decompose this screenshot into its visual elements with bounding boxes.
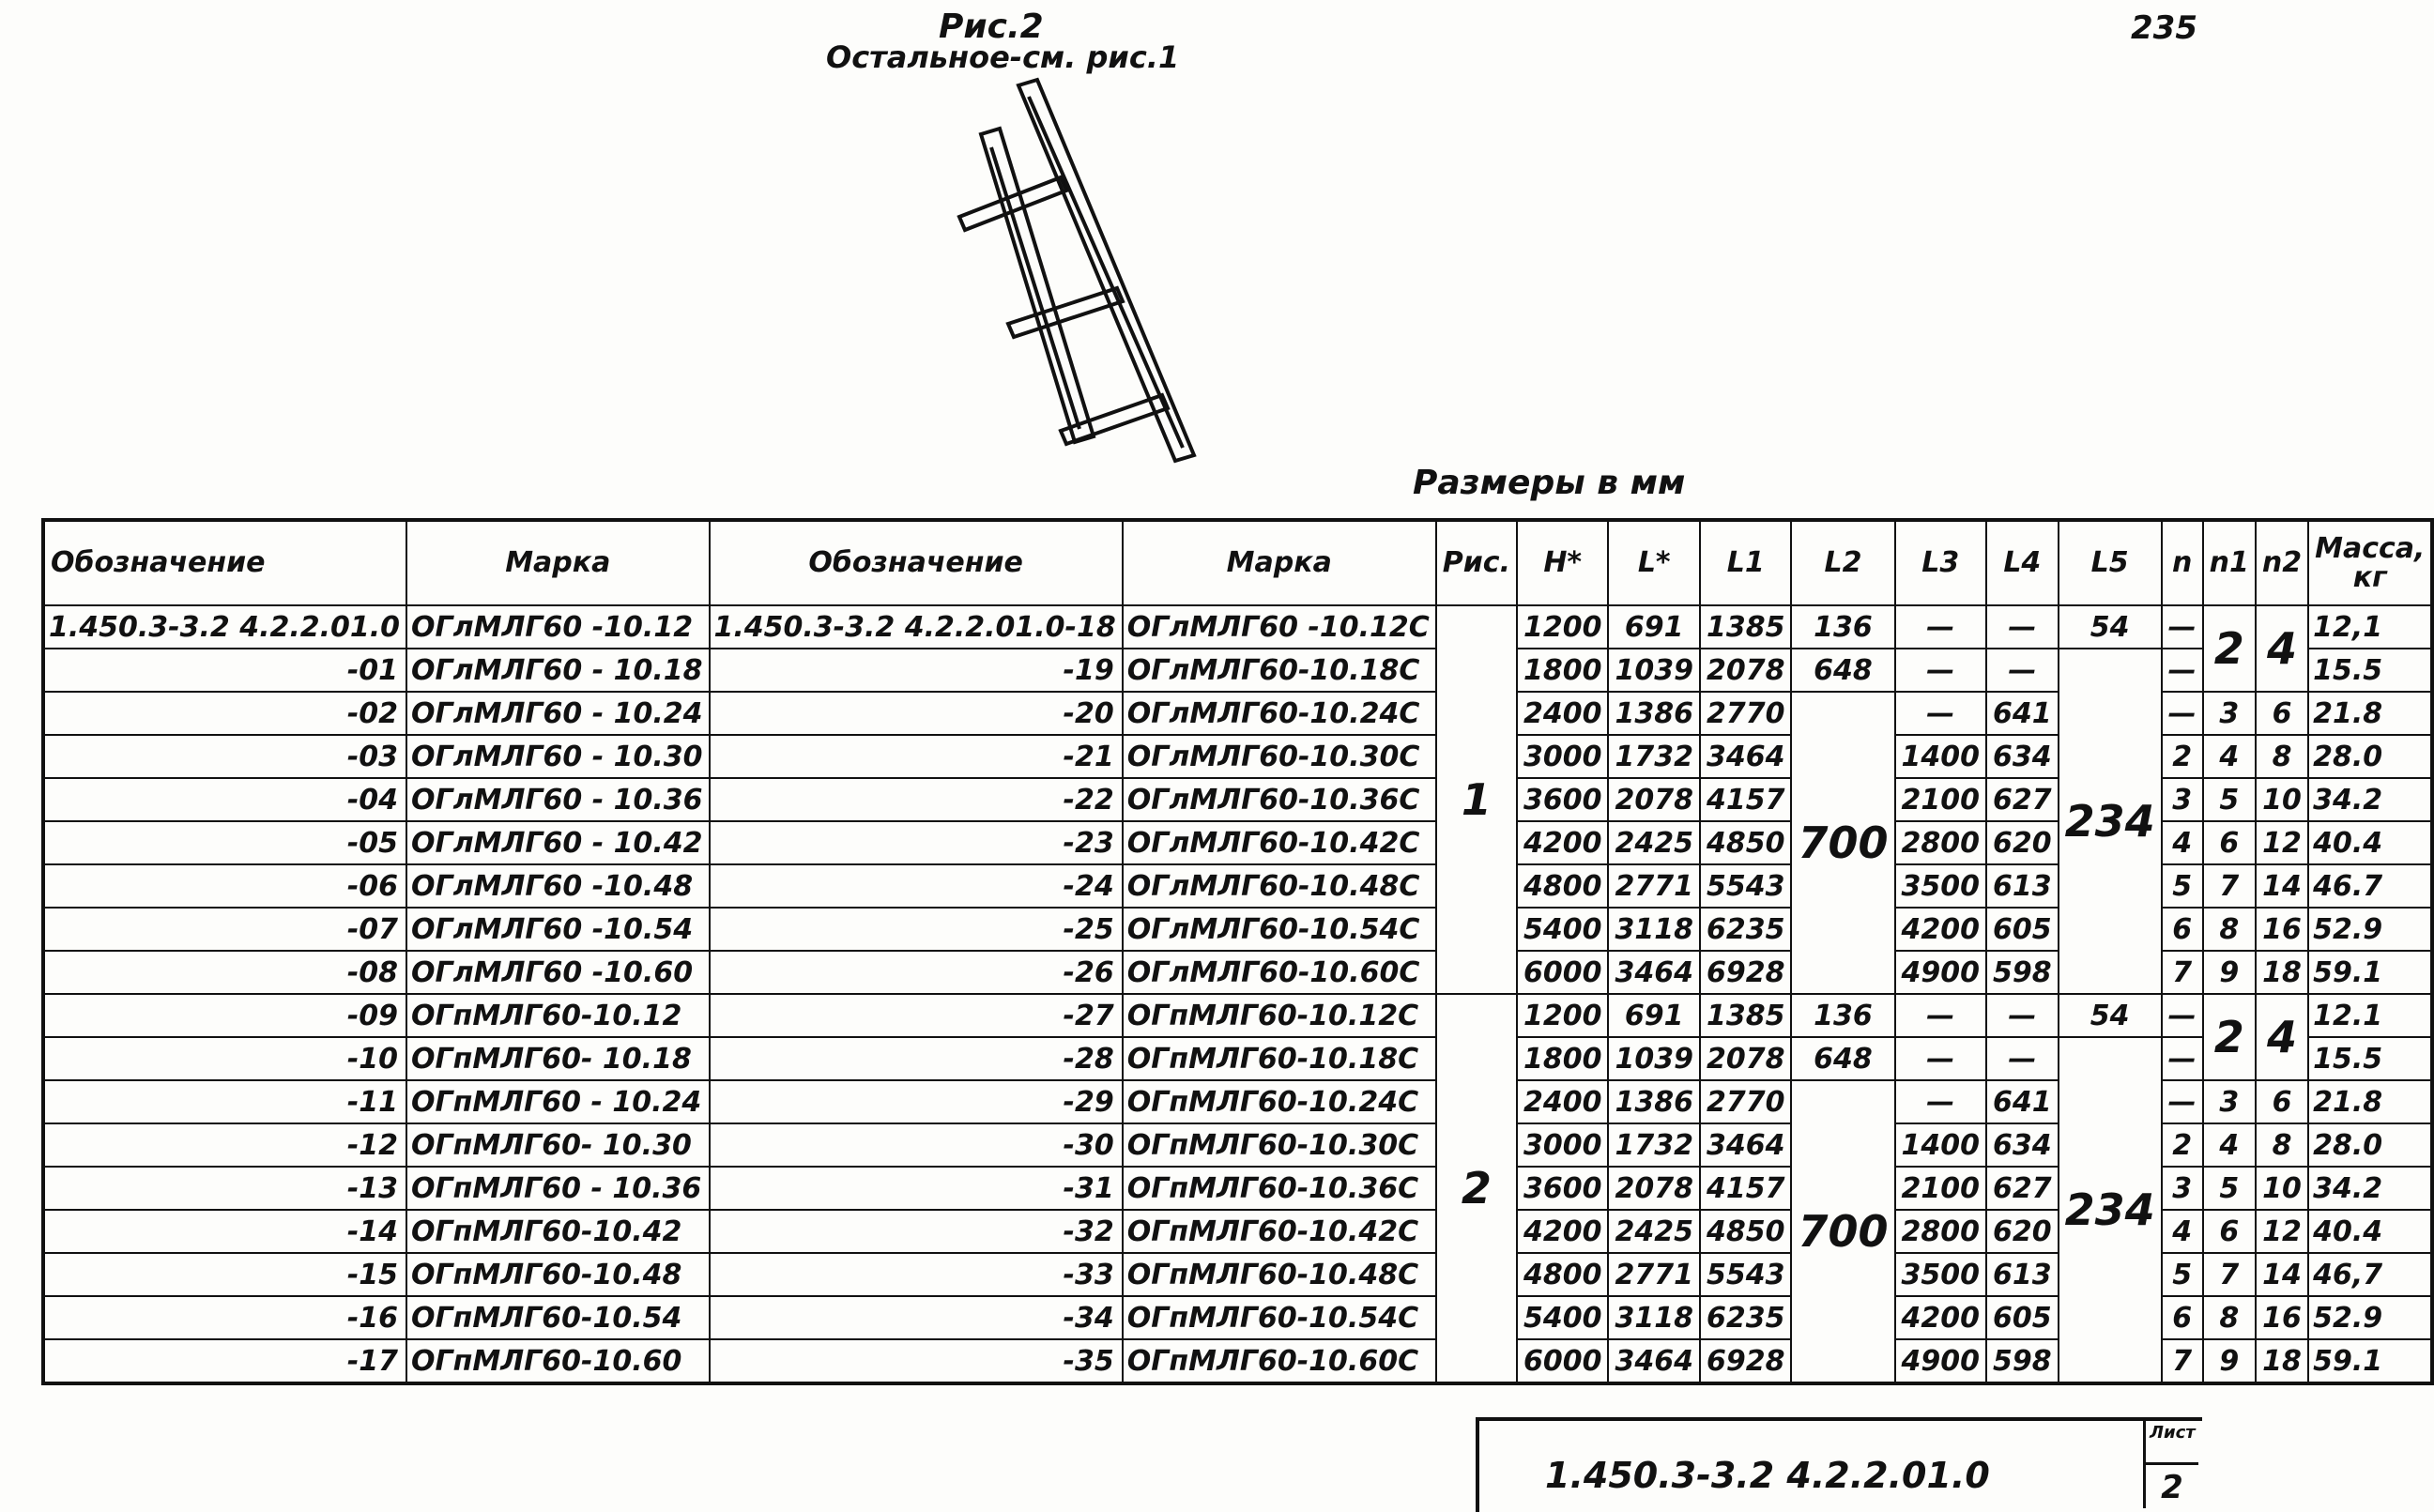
cell-mark-2: ОГпМЛГ60-10.24С [1123, 1080, 1436, 1123]
cell-mass: 21.8 [2308, 692, 2432, 735]
cell-n1: 9 [2203, 1339, 2256, 1383]
cell-designation-1: -07 [43, 908, 406, 951]
cell-n2: 4 [2256, 605, 2308, 692]
cell-designation-2: -25 [710, 908, 1123, 951]
cell-h: 1200 [1517, 994, 1609, 1037]
cell-l3: 2800 [1895, 821, 1987, 864]
cell-mark-2: ОГпМЛГ60-10.60С [1123, 1339, 1436, 1383]
cell-l1: 6928 [1700, 1339, 1792, 1383]
cell-designation-1: -09 [43, 994, 406, 1037]
cell-l: 2078 [1608, 778, 1700, 821]
cell-n: 4 [2162, 1210, 2203, 1253]
cell-l2: 648 [1791, 1037, 1894, 1080]
cell-n1: 3 [2203, 692, 2256, 735]
cell-mark-1: ОГпМЛГ60- 10.18 [406, 1037, 709, 1080]
cell-mass: 12,1 [2308, 605, 2432, 649]
cell-h: 5400 [1517, 1296, 1609, 1339]
cell-l1: 6235 [1700, 1296, 1792, 1339]
cell-n1: 9 [2203, 951, 2256, 994]
cell-designation-2: -24 [710, 864, 1123, 908]
cell-designation-1: -12 [43, 1123, 406, 1167]
table-header-row [43, 520, 2432, 605]
cell-mass: 52.9 [2308, 1296, 2432, 1339]
cell-l1: 6928 [1700, 951, 1792, 994]
cell-mark-1: ОГпМЛГ60-10.12 [406, 994, 709, 1037]
cell-l2: 136 [1791, 605, 1894, 649]
cell-h: 1800 [1517, 1037, 1609, 1080]
cell-n: 7 [2162, 951, 2203, 994]
cell-h: 2400 [1517, 692, 1609, 735]
cell-h: 4200 [1517, 1210, 1609, 1253]
cell-designation-1: -08 [43, 951, 406, 994]
cell-h: 6000 [1517, 1339, 1609, 1383]
cell-n: — [2162, 994, 2203, 1037]
cell-n1: 5 [2203, 1167, 2256, 1210]
cell-designation-2: -30 [710, 1123, 1123, 1167]
cell-mark-2: ОГпМЛГ60-10.30С [1123, 1123, 1436, 1167]
cell-n1: 7 [2203, 864, 2256, 908]
cell-designation-1: -13 [43, 1167, 406, 1210]
cell-n1: 4 [2203, 735, 2256, 778]
cell-l4: 620 [1986, 1210, 2059, 1253]
cell-h: 6000 [1517, 951, 1609, 994]
cell-designation-1: -15 [43, 1253, 406, 1296]
cell-designation-1: -04 [43, 778, 406, 821]
table-row [43, 649, 2432, 692]
cell-n2: 8 [2256, 735, 2308, 778]
cell-l4: 634 [1986, 735, 2059, 778]
cell-n: 2 [2162, 1123, 2203, 1167]
cell-l4: — [1986, 605, 2059, 649]
cell-l1: 3464 [1700, 735, 1792, 778]
cell-l1: 4850 [1700, 821, 1792, 864]
cell-l: 2425 [1608, 1210, 1700, 1253]
cell-l1: 4157 [1700, 1167, 1792, 1210]
cell-l3: 4900 [1895, 1339, 1987, 1383]
cell-n: — [2162, 1080, 2203, 1123]
header-n1: n1 [2203, 520, 2256, 605]
cell-n1: 5 [2203, 778, 2256, 821]
cell-l3: 1400 [1895, 735, 1987, 778]
cell-l: 1732 [1608, 735, 1700, 778]
cell-mark-2: ОГпМЛГ60-10.12С [1123, 994, 1436, 1037]
cell-l1: 6235 [1700, 908, 1792, 951]
cell-mass: 12.1 [2308, 994, 2432, 1037]
ladder-drawing [948, 80, 1220, 465]
cell-l1: 4850 [1700, 1210, 1792, 1253]
cell-l4: 641 [1986, 692, 2059, 735]
cell-n2: 12 [2256, 1210, 2308, 1253]
cell-mark-1: ОГлМЛГ60 - 10.42 [406, 821, 709, 864]
cell-n1: 2 [2203, 605, 2256, 692]
cell-designation-2: -22 [710, 778, 1123, 821]
cell-h: 4800 [1517, 1253, 1609, 1296]
cell-h: 1200 [1517, 605, 1609, 649]
cell-l4: 598 [1986, 1339, 2059, 1383]
cell-l4: — [1986, 994, 2059, 1037]
cell-n2: 18 [2256, 1339, 2308, 1383]
cell-l: 1386 [1608, 692, 1700, 735]
cell-l3: 4200 [1895, 1296, 1987, 1339]
cell-designation-2: -28 [710, 1037, 1123, 1080]
cell-n1: 3 [2203, 1080, 2256, 1123]
cell-designation-2: -34 [710, 1296, 1123, 1339]
cell-h: 3600 [1517, 778, 1609, 821]
cell-designation-2: 1.450.3-3.2 4.2.2.01.0-18 [710, 605, 1123, 649]
cell-mark-1: ОГпМЛГ60-10.42 [406, 1210, 709, 1253]
cell-mark-1: ОГпМЛГ60 - 10.24 [406, 1080, 709, 1123]
header-l: L* [1608, 520, 1700, 605]
header-figure: Рис. [1436, 520, 1517, 605]
cell-mass: 40.4 [2308, 821, 2432, 864]
cell-n: 6 [2162, 1296, 2203, 1339]
cell-l: 1386 [1608, 1080, 1700, 1123]
cell-n2: 6 [2256, 1080, 2308, 1123]
sheet-box [2143, 1421, 2201, 1508]
cell-l: 3118 [1608, 1296, 1700, 1339]
cell-designation-2: -21 [710, 735, 1123, 778]
cell-designation-2: -27 [710, 994, 1123, 1037]
cell-h: 4200 [1517, 821, 1609, 864]
cell-n: 5 [2162, 864, 2203, 908]
cell-l4: 613 [1986, 864, 2059, 908]
cell-l4: 627 [1986, 1167, 2059, 1210]
cell-l4: 634 [1986, 1123, 2059, 1167]
cell-designation-2: -26 [710, 951, 1123, 994]
cell-l3: — [1895, 994, 1987, 1037]
cell-n2: 16 [2256, 908, 2308, 951]
cell-mark-1: ОГлМЛГ60 -10.12 [406, 605, 709, 649]
cell-mark-1: ОГпМЛГ60-10.60 [406, 1339, 709, 1383]
cell-l3: — [1895, 1080, 1987, 1123]
cell-mass: 46.7 [2308, 864, 2432, 908]
cell-mass: 21.8 [2308, 1080, 2432, 1123]
cell-l4: 641 [1986, 1080, 2059, 1123]
header-designation-1: Обозначение [43, 520, 406, 605]
cell-l: 2771 [1608, 864, 1700, 908]
cell-n2: 8 [2256, 1123, 2308, 1167]
cell-designation-2: -23 [710, 821, 1123, 864]
header-l3: L3 [1895, 520, 1987, 605]
cell-l4: 627 [1986, 778, 2059, 821]
cell-designation-1: -06 [43, 864, 406, 908]
cell-mass: 59.1 [2308, 1339, 2432, 1383]
cell-mark-2: ОГлМЛГ60-10.60С [1123, 951, 1436, 994]
l2-merged-value: 700 [1791, 692, 1894, 994]
cell-mark-1: ОГлМЛГ60 -10.60 [406, 951, 709, 994]
cell-n: — [2162, 605, 2203, 649]
cell-n: 4 [2162, 821, 2203, 864]
header-n: n [2162, 520, 2203, 605]
cell-n2: 16 [2256, 1296, 2308, 1339]
l2-merged-value: 700 [1791, 1080, 1894, 1383]
cell-mark-1: ОГлМЛГ60 - 10.36 [406, 778, 709, 821]
cell-l3: 2100 [1895, 1167, 1987, 1210]
cell-l1: 3464 [1700, 1123, 1792, 1167]
cell-mass: 34.2 [2308, 778, 2432, 821]
table-row [43, 605, 2432, 649]
cell-mark-1: ОГпМЛГ60-10.54 [406, 1296, 709, 1339]
cell-n1: 6 [2203, 821, 2256, 864]
cell-l1: 5543 [1700, 1253, 1792, 1296]
cell-n2: 4 [2256, 994, 2308, 1080]
cell-l2: 648 [1791, 649, 1894, 692]
cell-mass: 52.9 [2308, 908, 2432, 951]
cell-n: 3 [2162, 778, 2203, 821]
cell-l4: 605 [1986, 908, 2059, 951]
cell-n2: 10 [2256, 778, 2308, 821]
cell-h: 4800 [1517, 864, 1609, 908]
cell-designation-2: -32 [710, 1210, 1123, 1253]
table-row [43, 994, 2432, 1037]
cell-mark-1: ОГлМЛГ60 - 10.30 [406, 735, 709, 778]
cell-h: 2400 [1517, 1080, 1609, 1123]
cell-l3: 4900 [1895, 951, 1987, 994]
cell-l: 691 [1608, 605, 1700, 649]
cell-l: 3464 [1608, 1339, 1700, 1383]
cell-l4: 605 [1986, 1296, 2059, 1339]
cell-designation-1: -05 [43, 821, 406, 864]
cell-l1: 4157 [1700, 778, 1792, 821]
cell-n1: 8 [2203, 1296, 2256, 1339]
cell-n: 7 [2162, 1339, 2203, 1383]
cell-mark-2: ОГпМЛГ60-10.54С [1123, 1296, 1436, 1339]
cell-l4: — [1986, 649, 2059, 692]
cell-mark-2: ОГлМЛГ60-10.18С [1123, 649, 1436, 692]
cell-l3: 3500 [1895, 864, 1987, 908]
cell-mark-2: ОГпМЛГ60-10.42С [1123, 1210, 1436, 1253]
cell-h: 1800 [1517, 649, 1609, 692]
sheet-label: Лист [2150, 1423, 2196, 1443]
cell-l3: 2800 [1895, 1210, 1987, 1253]
cell-l3: — [1895, 692, 1987, 735]
cell-l1: 2078 [1700, 649, 1792, 692]
cell-l3: — [1895, 649, 1987, 692]
cell-designation-1: -16 [43, 1296, 406, 1339]
cell-mass: 34.2 [2308, 1167, 2432, 1210]
cell-l5: 54 [2059, 605, 2162, 649]
cell-mark-2: ОГпМЛГ60-10.48С [1123, 1253, 1436, 1296]
cell-l: 2771 [1608, 1253, 1700, 1296]
cell-l: 2078 [1608, 1167, 1700, 1210]
cell-designation-1: -14 [43, 1210, 406, 1253]
cell-mass: 28.0 [2308, 1123, 2432, 1167]
cell-mark-2: ОГпМЛГ60-10.36С [1123, 1167, 1436, 1210]
figure-number: 1 [1436, 605, 1517, 994]
l5-merged-value: 234 [2059, 1037, 2162, 1383]
header-h: H* [1517, 520, 1609, 605]
cell-mark-1: ОГлМЛГ60 -10.54 [406, 908, 709, 951]
cell-h: 3000 [1517, 735, 1609, 778]
header-mass: Масса, кг [2308, 520, 2432, 605]
header-l5: L5 [2059, 520, 2162, 605]
cell-n1: 7 [2203, 1253, 2256, 1296]
cell-designation-1: -11 [43, 1080, 406, 1123]
l5-merged-value: 234 [2059, 649, 2162, 994]
cell-mark-2: ОГлМЛГ60-10.24С [1123, 692, 1436, 735]
cell-designation-2: -20 [710, 692, 1123, 735]
cell-mark-2: ОГлМЛГ60-10.48С [1123, 864, 1436, 908]
page-number: 235 [2131, 9, 2197, 47]
cell-mark-2: ОГлМЛГ60-10.42С [1123, 821, 1436, 864]
cell-l: 3118 [1608, 908, 1700, 951]
cell-l3: — [1895, 605, 1987, 649]
sheet-number: 2 [2146, 1462, 2198, 1506]
cell-mark-2: ОГлМЛГ60-10.30С [1123, 735, 1436, 778]
document-code: 1.450.3-3.2 4.2.2.01.0 [1545, 1455, 1990, 1496]
cell-l3: — [1895, 1037, 1987, 1080]
cell-designation-2: -33 [710, 1253, 1123, 1296]
cell-designation-1: 1.450.3-3.2 4.2.2.01.0 [43, 605, 406, 649]
cell-l3: 3500 [1895, 1253, 1987, 1296]
cell-l4: 613 [1986, 1253, 2059, 1296]
cell-l3: 1400 [1895, 1123, 1987, 1167]
cell-designation-1: -01 [43, 649, 406, 692]
header-designation-2: Обозначение [710, 520, 1123, 605]
cell-designation-2: -19 [710, 649, 1123, 692]
cell-h: 3000 [1517, 1123, 1609, 1167]
cell-n: 5 [2162, 1253, 2203, 1296]
cell-n1: 2 [2203, 994, 2256, 1080]
header-n2: n2 [2256, 520, 2308, 605]
cell-designation-2: -29 [710, 1080, 1123, 1123]
cell-l3: 2100 [1895, 778, 1987, 821]
cell-n: 6 [2162, 908, 2203, 951]
cell-n1: 4 [2203, 1123, 2256, 1167]
cell-l: 3464 [1608, 951, 1700, 994]
cell-n: — [2162, 692, 2203, 735]
cell-mass: 28.0 [2308, 735, 2432, 778]
header-l1: L1 [1700, 520, 1792, 605]
cell-n2: 12 [2256, 821, 2308, 864]
cell-mark-2: ОГлМЛГ60 -10.12С [1123, 605, 1436, 649]
cell-mass: 15.5 [2308, 1037, 2432, 1080]
cell-mark-2: ОГлМЛГ60-10.54С [1123, 908, 1436, 951]
cell-n2: 18 [2256, 951, 2308, 994]
cell-l: 2425 [1608, 821, 1700, 864]
cell-n1: 6 [2203, 1210, 2256, 1253]
cell-l: 1732 [1608, 1123, 1700, 1167]
cell-mass: 59.1 [2308, 951, 2432, 994]
cell-l3: 4200 [1895, 908, 1987, 951]
cell-mark-1: ОГпМЛГ60 - 10.36 [406, 1167, 709, 1210]
cell-l: 691 [1608, 994, 1700, 1037]
cell-designation-2: -35 [710, 1339, 1123, 1383]
cell-n2: 10 [2256, 1167, 2308, 1210]
cell-n: — [2162, 649, 2203, 692]
cell-mass: 15.5 [2308, 649, 2432, 692]
cell-l1: 2770 [1700, 692, 1792, 735]
table-row [43, 1037, 2432, 1080]
cell-l: 1039 [1608, 649, 1700, 692]
cell-mark-1: ОГпМЛГ60-10.48 [406, 1253, 709, 1296]
figure-number: 2 [1436, 994, 1517, 1383]
cell-designation-1: -02 [43, 692, 406, 735]
cell-n2: 14 [2256, 864, 2308, 908]
cell-mark-1: ОГпМЛГ60- 10.30 [406, 1123, 709, 1167]
cell-n2: 6 [2256, 692, 2308, 735]
cell-h: 5400 [1517, 908, 1609, 951]
cell-l1: 2078 [1700, 1037, 1792, 1080]
cell-designation-1: -10 [43, 1037, 406, 1080]
cell-mass: 46,7 [2308, 1253, 2432, 1296]
header-mark-2: Марка [1123, 520, 1436, 605]
units-note: Размеры в мм [1413, 464, 1686, 502]
cell-mark-1: ОГлМЛГ60 - 10.24 [406, 692, 709, 735]
cell-l1: 5543 [1700, 864, 1792, 908]
cell-n: — [2162, 1037, 2203, 1080]
cell-n2: 14 [2256, 1253, 2308, 1296]
cell-designation-1: -03 [43, 735, 406, 778]
cell-l4: 620 [1986, 821, 2059, 864]
cell-designation-2: -31 [710, 1167, 1123, 1210]
header-l4: L4 [1986, 520, 2059, 605]
cell-l: 1039 [1608, 1037, 1700, 1080]
cell-mark-1: ОГлМЛГ60 -10.48 [406, 864, 709, 908]
cell-n1: 8 [2203, 908, 2256, 951]
cell-l2: 136 [1791, 994, 1894, 1037]
cell-n: 2 [2162, 735, 2203, 778]
cell-mark-1: ОГлМЛГ60 - 10.18 [406, 649, 709, 692]
header-mark-1: Марка [406, 520, 709, 605]
cell-l4: — [1986, 1037, 2059, 1080]
header-l2: L2 [1791, 520, 1894, 605]
figure-title: Рис.2 [939, 8, 1044, 46]
title-block [1476, 1417, 2202, 1512]
cell-mass: 40.4 [2308, 1210, 2432, 1253]
cell-l5: 54 [2059, 994, 2162, 1037]
cell-l1: 1385 [1700, 994, 1792, 1037]
cell-mark-2: ОГлМЛГ60-10.36С [1123, 778, 1436, 821]
cell-designation-1: -17 [43, 1339, 406, 1383]
cell-mark-2: ОГпМЛГ60-10.18С [1123, 1037, 1436, 1080]
cell-l1: 1385 [1700, 605, 1792, 649]
cell-n: 3 [2162, 1167, 2203, 1210]
specification-table [41, 518, 2434, 1385]
cell-h: 3600 [1517, 1167, 1609, 1210]
figure-note: Остальное-см. рис.1 [826, 39, 1180, 75]
cell-l4: 598 [1986, 951, 2059, 994]
cell-l1: 2770 [1700, 1080, 1792, 1123]
